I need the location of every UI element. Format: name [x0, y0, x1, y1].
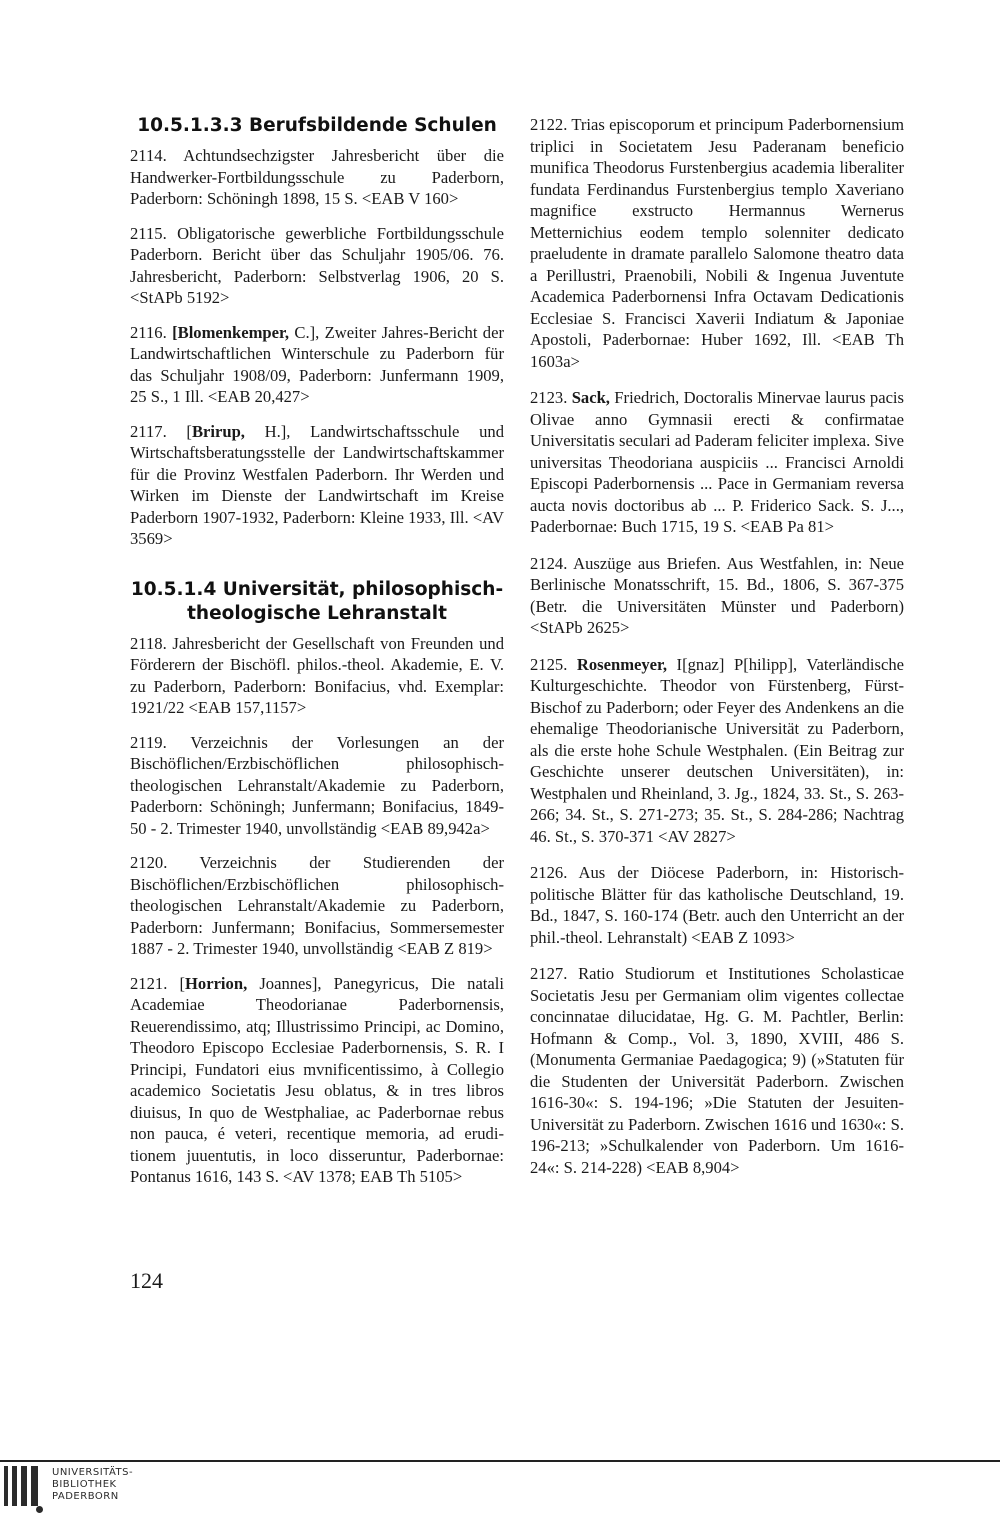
- bibliography-entry-2116: 2116. [Blomenkemper, C.], Zweiter Jahres-Bericht der Landwirtschaftlichen Winterschule zu Paderborn für das Schuljahr 1908/09, Paderborn: Junfermann 1909, 25 S., 1 Ill. <EAB 20,427>: [130, 322, 504, 406]
- library-logo-line-3: PADERBORN: [52, 1491, 119, 1502]
- bibliography-entry-2124: 2124. Auszüge aus Briefen. Aus Westfahlen, in: Neue Berlinische Monatsschrift, 15. Bd., 1806, S. 367-375 (Betr. die Universitäten Münster und Paderborn) <StAPb 2625>: [530, 553, 904, 637]
- section-heading-berufsbildende-schulen: 10.5.1.3.3 Berufsbildende Schulen: [137, 115, 497, 136]
- library-logo-text: [52, 1467, 133, 1503]
- page-number: 124: [130, 1268, 163, 1293]
- library-logo-line-1: UNIVERSITÄTS-: [52, 1467, 134, 1478]
- bibliography-entry-2115: 2115. Obligatorische gewerbliche Fortbildungsschule Paderborn. Bericht über das Schuljahr 1905/06. 76. Jahresbericht, Paderborn: Selbstverlag 1906, 20 S. <StAPb 5192>: [130, 223, 504, 307]
- library-logo-mark: [0, 1466, 46, 1512]
- bibliography-entry-2123: 2123. Sack, Friedrich, Doctoralis Minervae laurus pacis Olivae anno Gymnasii erecti & confirmatae Universitatis seculari ad Paderam feliciter implexa. Sive universitas Theodoriana auspiciis ... Francisci Arnoldi Episcopi Paderbornensis ... Pace in Germaniam reversa aucta novis doctoribus ab ... P. Friderico Sack. S. J..., Paderbornae: Buch 1715, 19 S. <EAB Pa 81>: [530, 388, 904, 536]
- right-column: [530, 114, 904, 1193]
- bibliography-entry-2127: 2127. Ratio Studiorum et Institutiones Scholasticae Societatis Jesu per Germaniam olim vigentes collectae concinnatae dilucidatae, Hg. G. M. Pachtler, Berlin: Hofmann & Comp., Vol. 3, 1890, XVIII, 486 S. (Monumenta Germaniae Paedagogica; 9) (»Statuten für die Studenten der Universität Paderborn. Zwischen 1616-30«: S. 194-196; »Die Statuten der Jesuiten-Universität zu Paderborn. Zwischen 1616 und 1630«: S. 196-213; »Schulkalender von Paderborn. Um 1616-24«: S. 214-228) <EAB 8,904>: [530, 964, 904, 1177]
- left-column: [130, 114, 504, 1201]
- bibliography-entry-2125: 2125. Rosenmeyer, I[gnaz] P[hilipp], Vaterländische Kulturgeschichte. Theodor von Fürstenberg, Fürst-Bischof zu Paderborn; oder Feyer des Andenkens an die ehemalige Theodorianische Universität zu Paderborn, als die erste hohe Schule Westphalen. (Ein Beitrag zur Geschichte unserer deutschen Universitäten), in: Westphalen und Rheinland, 3. Jg., 1824, 33. St., S. 263-266; 34. St., S. 271-273; 35. St., S. 284-286; Nachtrag 46. St., S. 370-371 <AV 2827>: [530, 654, 905, 846]
- bibliography-entry-2120: 2120. Verzeichnis der Studierenden der Bischöflichen/Erzbischöflichen philosophisch-theologischen Lehranstalt/Akademie zu Paderborn, Paderborn: Junfermann; Bonifacius, Sommersemester 1887 - 2. Trimester 1940, unvollständig <EAB Z 819>: [130, 853, 504, 958]
- library-logo-line-2: BIBLIOTHEK: [52, 1479, 117, 1490]
- bibliography-entry-2122: 2122. Trias episcoporum et principum Paderbornensium triplici in Societatem Jesu Paderanam beneficio munifica Theodorus Furstenbergius academia liberaliter fundata Ferdinandus Furstenbergius templo Xaveriano magnifice exstructo Hermannus Wernerus Metternichius eodem templo solenniter dedicato praeludente in dramate parallelo Salomone theatro data a Perillustri, Praenobili, Nobili & Ingenua Juventute Academica Paderbornensi Infra Octavam Dedicationis Ecclesiae S. Francisci Xaverii Indiatum & Japoniae Apostoli, Paderbornae: Huber 1692, Ill. <EAB Th 1603a>: [530, 115, 904, 371]
- bibliography-entry-2119: 2119. Verzeichnis der Vorlesungen an der Bischöflichen/Erzbischöflichen philosophisch-theologischen Lehranstalt/Akademie zu Paderborn, Paderborn: Schöningh; Junfermann; Bonifacius, 1849-50 - 2. Trimester 1940, unvollständig <EAB 89,942a>: [130, 732, 504, 838]
- library-logo: [0, 1462, 180, 1514]
- bibliography-entry-2118: 2118. Jahresbericht der Gesellschaft von Freunden und Förderern der Bischöfl. philos.-theol. Akademie, E. V. zu Paderborn, Paderborn: Bonifacius, vhd. Exemplar: 1921/22 <EAB 157,1157>: [130, 633, 504, 717]
- bibliography-entry-2126: 2126. Aus der Diöcese Paderborn, in: Historisch-politische Blätter für das katholische Deutschland, 19. Bd., 1847, S. 160-174 (Betr. auch den Unterricht an der phil.-theol. Lehranstalt) <EAB Z 1093>: [530, 863, 904, 947]
- section-heading-universitaet: 10.5.1.4 Universität, philosophisch-theologische Lehranstalt: [130, 578, 504, 624]
- bibliography-entry-2121: 2121. [Horrion, Joannes], Panegyricus, Die natali Academiae Theodorianae Paderbornensis, Reuerendissimo, atq; Illustrissimo Principi, ac Domino, Theodoro Episcopo Ecclesiae Paderbornensis, S. R. I Principi, Fundatori eius mvnificentissimo, à Collegio academico Societatis Jesu oblatus, & in tres libros diuisus, In quo de Westphaliae, ac Paderbornae rebus non pauca, é veteri, recentique memoria, ad eruditionem juuentutis, in loco disseruntur, Paderbornae: Pontanus 1616, 143 S. <AV 1378; EAB Th 5105>: [130, 973, 505, 1186]
- bibliography-entry-2117: 2117. [Brirup, H.], Landwirtschaftsschule und Wirtschaftsberatungsstelle der Landwirtschaftskammer für die Provinz Westfalen Paderborn. Ihr Werden und Wirken im Dienste der Landwirtschaft im Kreise Paderborn 1907-1932, Paderborn: Kleine 1933, Ill. <AV 3569>: [130, 421, 504, 548]
- bibliography-entry-2114: 2114. Achtundsechzigster Jahresbericht über die Handwerker-Fortbildungsschule zu Paderborn, Paderborn: Schöningh 1898, 15 S. <EAB V 160>: [130, 146, 504, 208]
